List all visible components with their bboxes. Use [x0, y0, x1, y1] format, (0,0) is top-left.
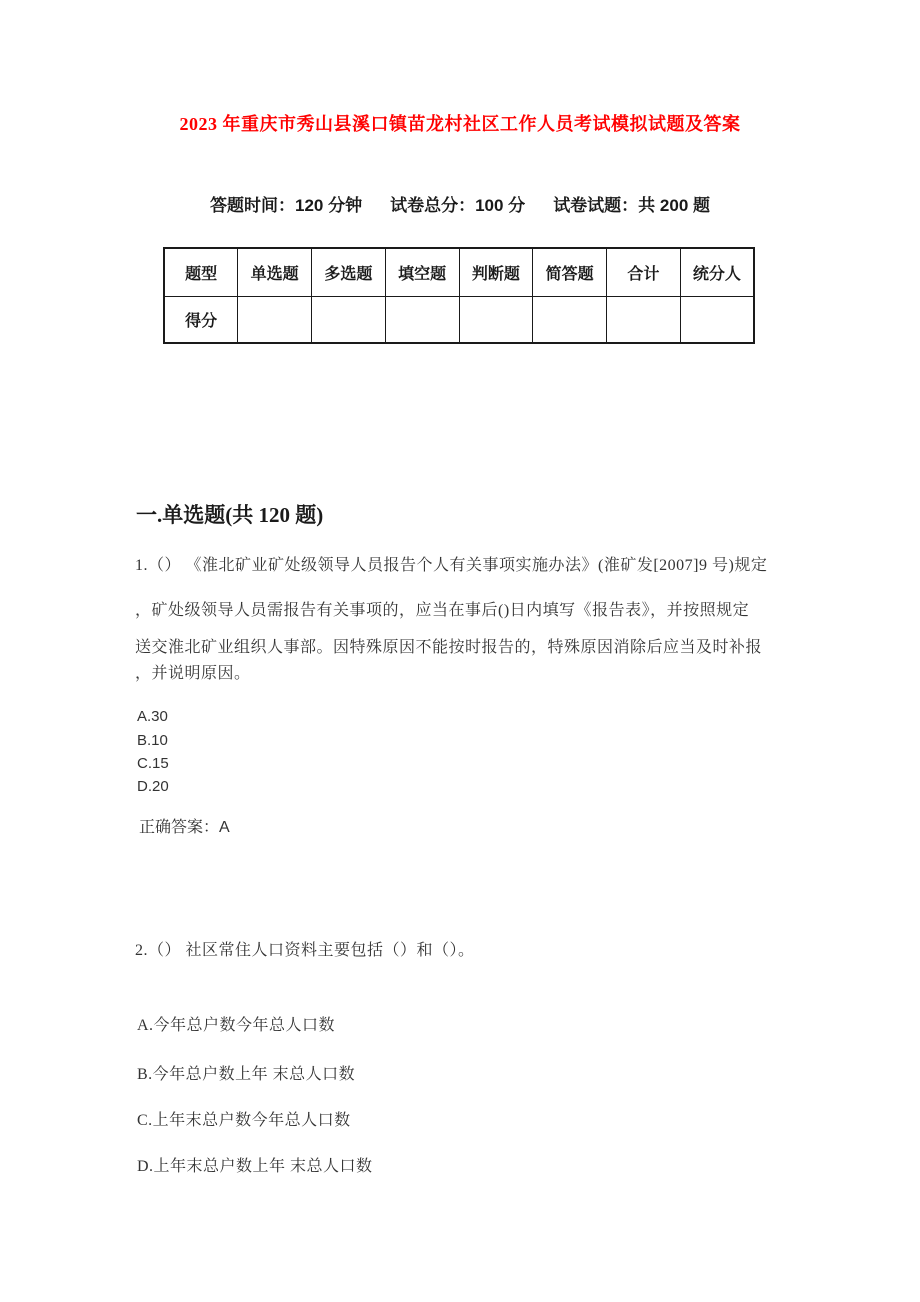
score-table-header-grader: 统分人 [680, 248, 754, 296]
score-table-header-fill-blank: 填空题 [385, 248, 459, 296]
score-table-header-row [164, 248, 754, 296]
question-1-text-line: 送交淮北矿业组织人事部。因特殊原因不能按时报告的，特殊原因消除后应当及时补报 [135, 639, 763, 656]
exam-info-bar [0, 191, 920, 216]
question-1-text-line: 1.（） 《淮北矿业矿处级领导人员报告个人有关事项实施办法》(淮矿发[2007]9 号)规定 [135, 557, 768, 574]
question-1-text-line: ，并说明原因。 [135, 665, 251, 682]
score-table-header-question-type: 题型 [164, 248, 238, 296]
score-cell [312, 296, 386, 343]
score-cell [680, 296, 754, 343]
score-table-header-single-choice: 单选题 [238, 248, 312, 296]
question-2-text: 2.（） 社区常住人口资料主要包括（）和（）。 [135, 942, 475, 959]
exam-info-question-count: 试卷试题：共 200 题 [553, 196, 710, 215]
question-1-option-b: B.10 [137, 732, 168, 749]
answer-label: 正确答案： [139, 819, 220, 836]
question-1-option-c: C.15 [137, 755, 169, 772]
answer-value: A [219, 819, 230, 836]
question-2-option-b: B.今年总户数上年 末总人口数 [137, 1066, 356, 1083]
exam-info-total-score: 试卷总分：100 分 [390, 196, 526, 215]
question-2-option-c: C.上年末总户数今年总人口数 [137, 1112, 351, 1129]
score-table-score-row [164, 296, 754, 343]
page-title: 2023 年重庆市秀山县溪口镇苗龙村社区工作人员考试模拟试题及答案 [179, 114, 741, 134]
score-cell [238, 296, 312, 343]
score-table-header-true-false: 判断题 [459, 248, 533, 296]
question-1-text-line: ，矿处级领导人员需报告有关事项的，应当在事后()日内填写《报告表》，并按照规定 [135, 602, 750, 619]
exam-info-time: 答题时间：120 分钟 [210, 196, 363, 215]
score-table-header-multi-choice: 多选题 [312, 248, 386, 296]
question-1-answer-line [139, 814, 230, 837]
question-1-option-a: A.30 [137, 708, 168, 725]
question-2-option-a: A.今年总户数今年总人口数 [137, 1017, 336, 1034]
question-1-option-d: D.20 [137, 778, 169, 795]
score-cell [385, 296, 459, 343]
score-cell [459, 296, 533, 343]
score-row-label: 得分 [164, 296, 238, 343]
score-cell [607, 296, 681, 343]
score-cell [533, 296, 607, 343]
score-table-header-short-answer: 简答题 [533, 248, 607, 296]
score-table [163, 247, 755, 344]
section-heading: 一.单选题(共 120 题) [136, 503, 324, 527]
score-table-header-total: 合计 [607, 248, 681, 296]
question-2-option-d: D.上年末总户数上年 末总人口数 [137, 1158, 373, 1175]
